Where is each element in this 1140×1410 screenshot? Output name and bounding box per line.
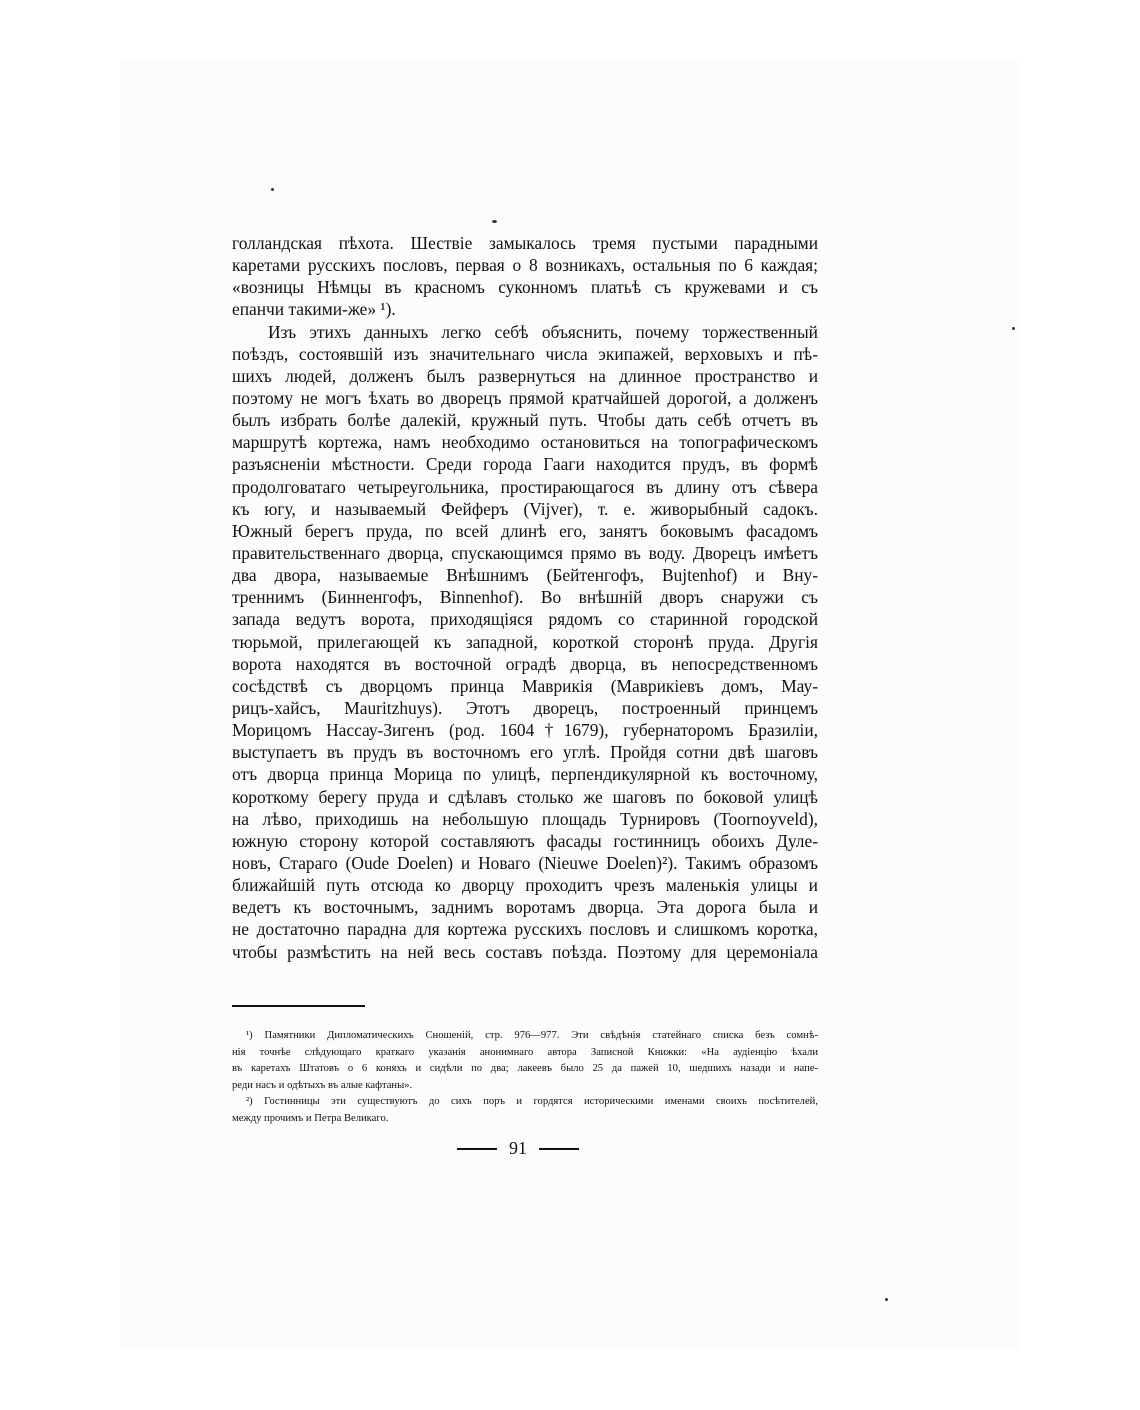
text-line: къ югу, и называемый Фейферъ (Vijver), т. е. живорыбный садокъ. <box>232 498 818 519</box>
text-line: ворота находятся въ восточной оградѣ дворца, въ непосредственномъ <box>232 653 818 674</box>
footnote-line: между прочимъ и Петра Великаго. <box>232 1112 389 1124</box>
folio-dash <box>539 1148 579 1150</box>
ink-speck <box>885 1298 888 1301</box>
text-line: тюрьмой, прилегающей къ западной, короткой сторонѣ пруда. Другія <box>232 631 818 652</box>
ink-speck <box>492 220 497 223</box>
text-line: на лѣво, приходишь на небольшую площадь Турнировъ (Toornoyveld), <box>232 808 818 829</box>
text-line: треннимъ (Бинненгофъ, Binnenhof). Во внѣшній дворъ снаружи съ <box>232 587 818 608</box>
text-line: ближайшій путь отсюда ко дворцу проходитъ чрезъ маленькія улицы и <box>232 875 818 896</box>
text-line: маршрутѣ кортежа, намъ необходимо остановиться на топографическомъ <box>232 432 818 453</box>
footnote-line: нія точнѣе слѣдующаго краткаго указанія анонимнаго автора Записной Книжки: «На аудіенцію ѣхали <box>232 1046 818 1058</box>
ink-speck <box>1012 327 1015 330</box>
page-number <box>440 1138 596 1159</box>
text-line: чтобы размѣстить на ней весь составъ поѣзда. Поэтому для церемоніала <box>232 941 818 962</box>
text-line: Изъ этихъ данныхъ легко себѣ объяснить, почему торжественный <box>268 321 818 342</box>
text-line: поѣздъ, состоявшій изъ значительнаго числа экипажей, верховыхъ и пѣ- <box>232 343 818 364</box>
folio-dash <box>457 1148 497 1150</box>
text-line: Южный берегъ пруда, по всей длинѣ его, занятъ боковымъ фасадомъ <box>232 520 818 541</box>
text-line: шихъ людей, долженъ былъ развернуться на длинное пространство и <box>232 365 818 386</box>
text-line: отъ дворца принца Морица по улицѣ, перпендикулярной къ восточному, <box>232 764 818 785</box>
text-line: новъ, Стараго (Oude Doelen) и Новаго (Nieuwe Doelen)²). Такимъ образомъ <box>232 852 818 873</box>
text-line: выступаетъ въ прудъ въ восточномъ его углѣ. Пройдя сотни двѣ шаговъ <box>232 742 818 763</box>
text-line: сосѣдствѣ съ дворцомъ принца Маврикія (Маврикіевъ домъ, Мау- <box>232 675 818 696</box>
text-line: епанчи такими-же» ¹). <box>232 299 396 320</box>
footnote-separator <box>232 1005 365 1007</box>
text-line: рицъ-хайсъ, Mauritzhuys). Этотъ дворецъ, построенный принцемъ <box>232 697 818 718</box>
text-line: «возницы Нѣмцы въ красномъ суконномъ платьѣ съ кружевами и съ <box>232 277 818 298</box>
text-line: продолговатаго четыреугольника, простирающагося въ длину отъ сѣвера <box>232 476 818 497</box>
text-line: каретами русскихъ пословъ, первая о 8 возникахъ, остальныя по 6 каждая; <box>232 255 818 276</box>
text-line: запада ведутъ ворота, приходящіяся рядомъ со старинной городской <box>232 609 818 630</box>
footnote-line: въ каретахъ Штатовъ о 6 коняхъ и сидѣли по два; лакеевъ было 25 да пажей 10, шедшихъ назади и напе- <box>232 1063 818 1074</box>
text-line: ведетъ къ восточнымъ, заднимъ воротамъ дворца. Эта дорога была и <box>232 897 818 918</box>
text-line: не достаточно парадна для кортежа русскихъ пословъ и слишкомъ коротка, <box>232 919 818 940</box>
text-line: короткому берегу пруда и сдѣлавъ столько же шаговъ по боковой улицѣ <box>232 786 818 807</box>
footnote-line: ²) Гостинницы эти существуютъ до сихъ поръ и гордятся историческими именами своихъ посѣтителей, <box>246 1096 818 1107</box>
ink-speck <box>271 188 274 191</box>
text-line: былъ избрать болѣе далекій, кружный путь. Чтобы дать себѣ отчетъ въ <box>232 410 818 431</box>
text-line: Морицомъ Нассау-Зигенъ (род. 1604†1679), губернаторомъ Бразиліи, <box>232 720 818 741</box>
text-line: правительственнаго дворца, спускающимся прямо въ воду. Дворецъ имѣетъ <box>232 542 818 563</box>
text-line: разъясненіи мѣстности. Среди города Гааги находится прудъ, въ формѣ <box>232 454 818 475</box>
page-number-value: 91 <box>509 1138 527 1158</box>
footnote-line: реди насъ и одѣтыхъ въ алые кафтаны». <box>232 1079 413 1091</box>
text-line: южную сторону которой составляютъ фасады гостинницъ обоихъ Дуле- <box>232 830 818 851</box>
footnote-line: ¹) Памятники Дипломатическихъ Сношеній, стр. 976—977. Эти свѣдѣнія статейнаго списка безъ сомнѣ- <box>246 1030 818 1041</box>
text-line: голландская пѣхота. Шествіе замыкалось тремя пустыми парадными <box>232 233 818 253</box>
text-line: поэтому не могъ ѣхать во дворецъ прямой кратчайшей дорогой, а долженъ <box>232 387 818 408</box>
footnotes <box>232 1028 818 1127</box>
text-line: два двора, называемые Внѣшнимъ (Бейтенгофъ, Bujtenhof) и Вну- <box>232 565 818 586</box>
main-text <box>232 232 818 963</box>
